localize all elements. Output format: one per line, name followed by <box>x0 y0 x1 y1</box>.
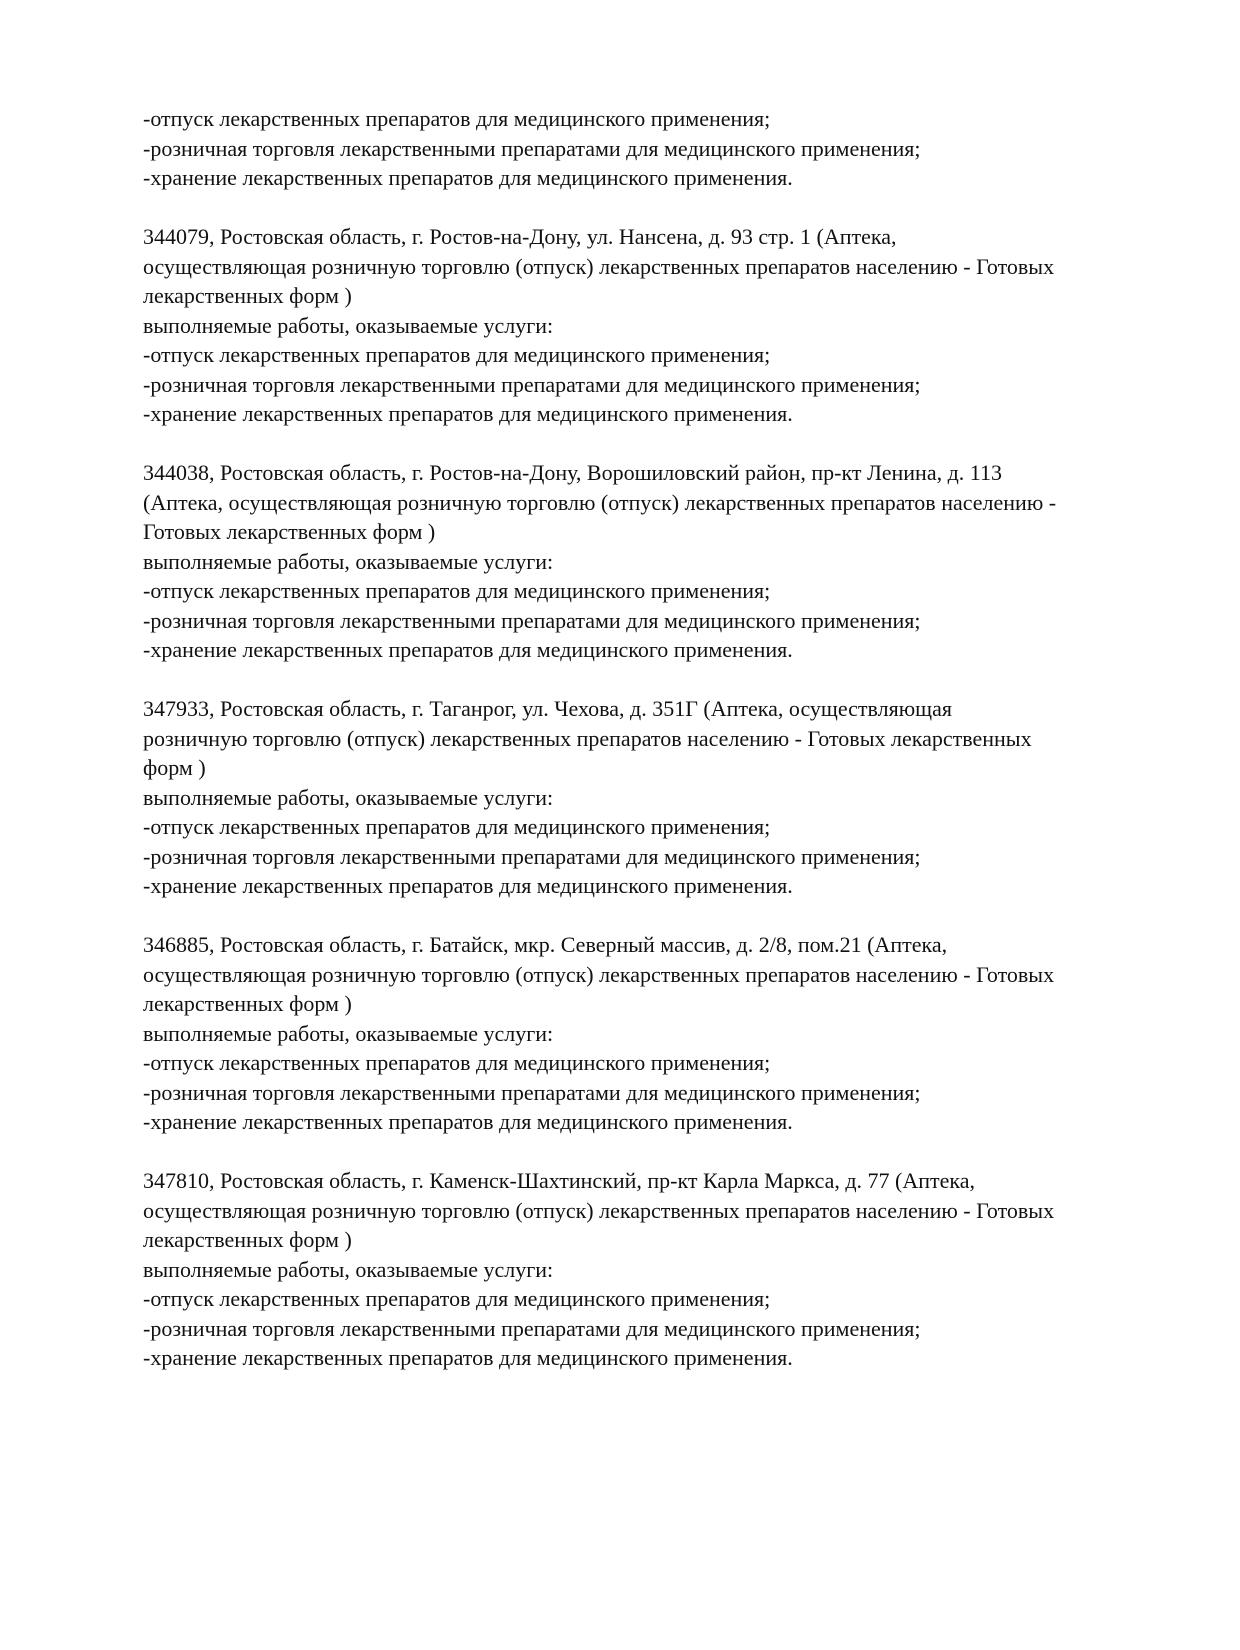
works-heading: выполняемые работы, оказываемые услуги: <box>143 312 554 338</box>
service-line: -отпуск лекарственных препаратов для медицинского применения; <box>143 1050 771 1075</box>
service-line: -отпуск лекарственных препаратов для медицинского применения; <box>143 1286 771 1311</box>
address-line: 346885, Ростовская область, г. Батайск, мкр. Северный массив, д. 2/8, пом.21 (Аптека, <box>143 932 948 957</box>
address-line: розничную торговлю (отпуск) лекарственных препаратов населению - Готовых лекарственных <box>143 725 1032 751</box>
address-line: Готовых лекарственных форм ) <box>143 519 436 544</box>
service-line: -розничная торговля лекарственными препаратами для медицинского применения; <box>143 371 921 397</box>
address-line: осуществляющая розничную торговлю (отпуск) лекарственных препаратов населению - Готовых <box>143 1197 1055 1223</box>
works-heading: выполняемые работы, оказываемые услуги: <box>143 1256 554 1282</box>
address-line: лекарственных форм ) <box>143 1227 352 1252</box>
address-line: 344079, Ростовская область, г. Ростов-на-Дону, ул. Нансена, д. 93 стр. 1 (Аптека, <box>143 224 897 249</box>
pharmacy-entry <box>143 694 1153 901</box>
pharmacy-entry <box>143 1166 1153 1373</box>
address-line: осуществляющая розничную торговлю (отпуск) лекарственных препаратов населению - Готовых <box>143 961 1055 987</box>
pharmacy-entry <box>143 458 1153 665</box>
service-line: -розничная торговля лекарственными препаратами для медицинского применения; <box>143 1315 921 1341</box>
address-line: 347933, Ростовская область, г. Таганрог, ул. Чехова, д. 351Г (Аптека, осуществляющая <box>143 696 953 721</box>
address-line: лекарственных форм ) <box>143 991 352 1016</box>
address-line: лекарственных форм ) <box>143 283 352 308</box>
works-heading: выполняемые работы, оказываемые услуги: <box>143 1020 554 1046</box>
service-line: -хранение лекарственных препаратов для медицинского применения. <box>143 637 793 662</box>
document-body <box>143 104 1153 1373</box>
address-line: (Аптека, осуществляющая розничную торговлю (отпуск) лекарственных препаратов населению - <box>143 489 1057 515</box>
works-heading: выполняемые работы, оказываемые услуги: <box>143 548 554 574</box>
service-line: -хранение лекарственных препаратов для медицинского применения. <box>143 1109 793 1134</box>
service-line: -хранение лекарственных препаратов для медицинского применения. <box>143 1345 793 1370</box>
intro-services-block <box>143 104 1153 193</box>
service-line: -хранение лекарственных препаратов для медицинского применения. <box>143 873 793 898</box>
service-line: -хранение лекарственных препаратов для медицинского применения. <box>143 165 793 190</box>
service-line: -розничная торговля лекарственными препаратами для медицинского применения; <box>143 135 921 161</box>
address-line: 344038, Ростовская область, г. Ростов-на-Дону, Ворошиловский район, пр-кт Ленина, д. 113 <box>143 460 1002 485</box>
service-line: -отпуск лекарственных препаратов для медицинского применения; <box>143 814 771 839</box>
address-line: осуществляющая розничную торговлю (отпуск) лекарственных препаратов населению - Готовых <box>143 253 1055 279</box>
pharmacy-entry <box>143 930 1153 1137</box>
address-line: форм ) <box>143 755 206 780</box>
service-line: -отпуск лекарственных препаратов для медицинского применения; <box>143 106 771 131</box>
address-line: 347810, Ростовская область, г. Каменск-Шахтинский, пр-кт Карла Маркса, д. 77 (Аптека, <box>143 1168 976 1193</box>
service-line: -розничная торговля лекарственными препаратами для медицинского применения; <box>143 843 921 869</box>
service-line: -розничная торговля лекарственными препаратами для медицинского применения; <box>143 1079 921 1105</box>
service-line: -отпуск лекарственных препаратов для медицинского применения; <box>143 578 771 603</box>
works-heading: выполняемые работы, оказываемые услуги: <box>143 784 554 810</box>
service-line: -розничная торговля лекарственными препаратами для медицинского применения; <box>143 607 921 633</box>
service-line: -отпуск лекарственных препаратов для медицинского применения; <box>143 342 771 367</box>
service-line: -хранение лекарственных препаратов для медицинского применения. <box>143 401 793 426</box>
pharmacy-entry <box>143 222 1153 429</box>
